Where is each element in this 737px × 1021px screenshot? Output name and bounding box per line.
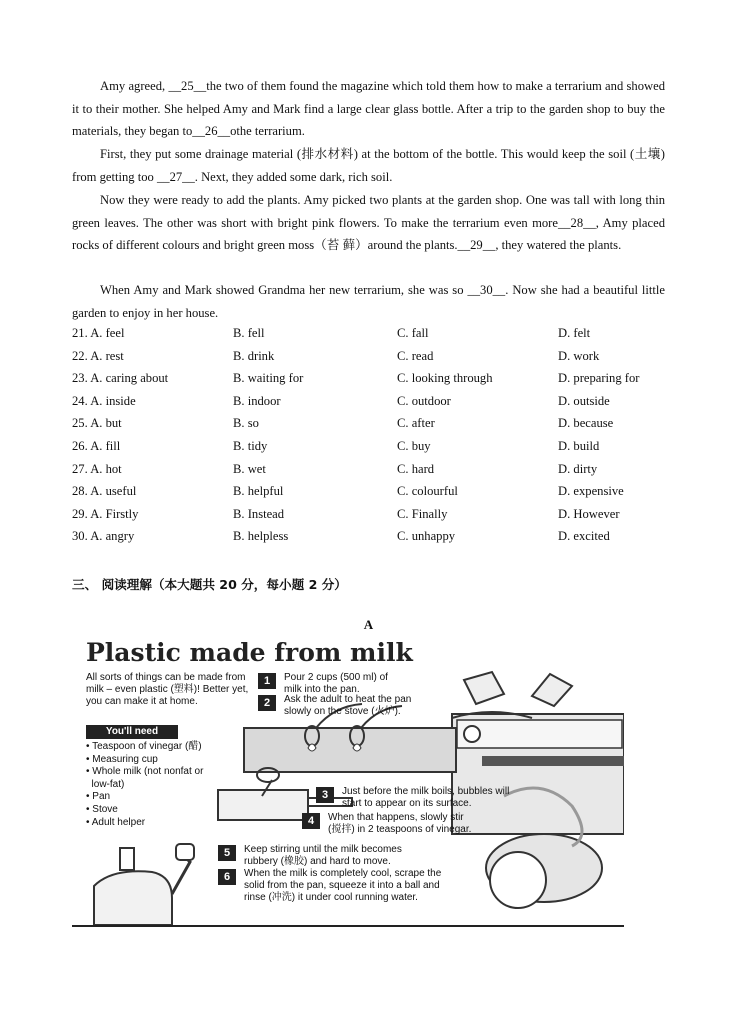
option-a: 25. A. but [72, 416, 122, 431]
option-c: C. looking through [397, 371, 493, 386]
option-b: B. helpful [233, 484, 284, 499]
question-row [72, 529, 672, 551]
paragraph-1 [72, 75, 665, 143]
person-body [94, 871, 172, 925]
option-c: C. read [397, 348, 434, 363]
option-a: 24. A. inside [72, 393, 136, 408]
stove-panel [457, 720, 622, 748]
question-row [72, 507, 672, 529]
option-a: 22. A. rest [72, 348, 124, 363]
need-item: low-fat) [86, 778, 125, 790]
measuring-cup-icon [464, 672, 504, 704]
figure-intro: All sorts of things can be made from milk – even plastic (塑料)! Better yet, you can make it at home. [86, 672, 249, 707]
passage-letter: A [363, 617, 374, 632]
option-c: C. Finally [397, 506, 448, 521]
person-arm [172, 856, 190, 894]
question-row [72, 326, 672, 348]
option-a: 30. A. angry [72, 529, 135, 544]
measuring-cup-icon-2 [532, 674, 572, 706]
paragraph-2 [72, 143, 665, 188]
step-number-badge: 1 [258, 673, 276, 689]
option-d: D. preparing for [558, 371, 640, 386]
step-number-badge: 6 [218, 869, 236, 885]
paragraph-4-text: When Amy and Mark showed Grandma her new terrarium, she was so __30__. Now she had a beautiful little garden to enjoy in her house. [72, 283, 665, 320]
need-item: • Whole milk (not nonfat or [86, 766, 204, 778]
option-d: D. excited [558, 529, 610, 544]
step-number-badge: 5 [218, 845, 236, 861]
option-b: B. so [233, 416, 259, 431]
option-b: B. wet [233, 461, 266, 476]
paragraph-1-text: Amy agreed, __25__the two of them found the magazine which told them how to make a terrarium and showed it to their mother. She helped Amy and Mark find a large clear glass bottle. After a trip to the garden shop to buy the materials, they began to__26__othe terrarium. [72, 79, 665, 139]
step-text: Keep stirring until the milk becomes rubbery (橡胶) and hard to move. [244, 844, 402, 867]
option-b: B. Instead [233, 506, 285, 521]
option-c: C. after [397, 416, 435, 431]
stove-rail [482, 756, 624, 766]
step-text: When that happens, slowly stir (搅拌) in 2 teaspoons of vinegar. [328, 812, 472, 835]
option-a: 26. A. fill [72, 439, 121, 453]
step-text: Just before the milk boils, bubbles will start to appear on its surface. [342, 786, 510, 809]
plastic-ball [490, 852, 546, 908]
option-b: B. fell [233, 326, 265, 340]
option-d: D. However [558, 506, 620, 521]
option-b: B. drink [233, 348, 275, 363]
step-text: Ask the adult to heat the pan slowly on the stove (火炉). [284, 694, 412, 717]
question-row [72, 416, 672, 438]
paragraph-4 [72, 279, 665, 324]
option-d: D. work [558, 348, 600, 363]
option-a: 27. A. hot [72, 461, 122, 476]
stove-knob [464, 726, 480, 742]
figure-title: Plastic made from milk [86, 638, 413, 667]
step-text: Pour 2 cups (500 ml) of milk into the pan. [284, 672, 388, 695]
question-row [72, 349, 672, 371]
question-row [72, 484, 672, 506]
option-c: C. hard [397, 461, 435, 476]
need-item: • Measuring cup [86, 753, 158, 765]
need-item: • Adult helper [86, 816, 146, 828]
person-head [120, 848, 134, 870]
you-need-label: You'll need [86, 725, 178, 739]
paragraph-3-text: Now they were ready to add the plants. Amy picked two plants at the garden shop. One was tall with long thin green leaves. The other was short with bright pink flowers. To make the terrarium even more__28__, Amy placed rocks of different colours and bright green moss（苔 藓）around the plants.__29__, they watered the plants. [72, 193, 665, 253]
option-d: D. dirty [558, 461, 598, 476]
question-row [72, 394, 672, 416]
option-b: B. indoor [233, 393, 281, 408]
step-number-badge: 4 [302, 813, 320, 829]
option-a: 23. A. caring about [72, 371, 169, 386]
option-a: 29. A. Firstly [72, 506, 139, 521]
section-heading: 三、 阅读理解（本大题共 20 分，每小题 2 分） [72, 577, 347, 592]
option-a: 28. A. useful [72, 484, 137, 499]
option-d: D. outside [558, 393, 610, 408]
option-c: C. colourful [397, 484, 458, 499]
question-row [72, 371, 672, 393]
option-c: C. unhappy [397, 529, 456, 544]
held-cup [176, 844, 194, 860]
question-row [72, 462, 672, 484]
paragraph-2-text: First, they put some drainage material (排水材料) at the bottom of the bottle. This would keep the soil (土壤) from getting too __27__. Next, they added some dark, rich soil. [72, 147, 665, 184]
paragraph-3 [72, 189, 665, 257]
step-number-badge: 2 [258, 695, 276, 711]
need-item: • Teaspoon of vinegar (醋) [86, 741, 202, 752]
needs-list [86, 741, 246, 829]
step-number-badge: 3 [316, 787, 334, 803]
option-d: D. build [558, 439, 600, 453]
option-b: B. waiting for [233, 371, 304, 386]
option-c: C. outdoor [397, 393, 451, 408]
plastic-milk-figure [72, 636, 624, 927]
need-item: • Pan [86, 791, 111, 803]
step-text: When the milk is completely cool, scrape the solid from the pan, squeeze it into a ball and rinse (冲洗) it under cool running water. [244, 868, 442, 903]
question-row [72, 439, 672, 461]
option-d: D. expensive [558, 484, 624, 499]
option-c: C. fall [397, 326, 429, 340]
option-b: B. helpless [233, 529, 289, 544]
option-d: D. felt [558, 326, 591, 340]
option-c: C. buy [397, 439, 431, 453]
option-b: B. tidy [233, 439, 268, 453]
option-a: 21. A. feel [72, 326, 125, 340]
need-item: • Stove [86, 803, 118, 815]
option-d: D. because [558, 416, 614, 431]
